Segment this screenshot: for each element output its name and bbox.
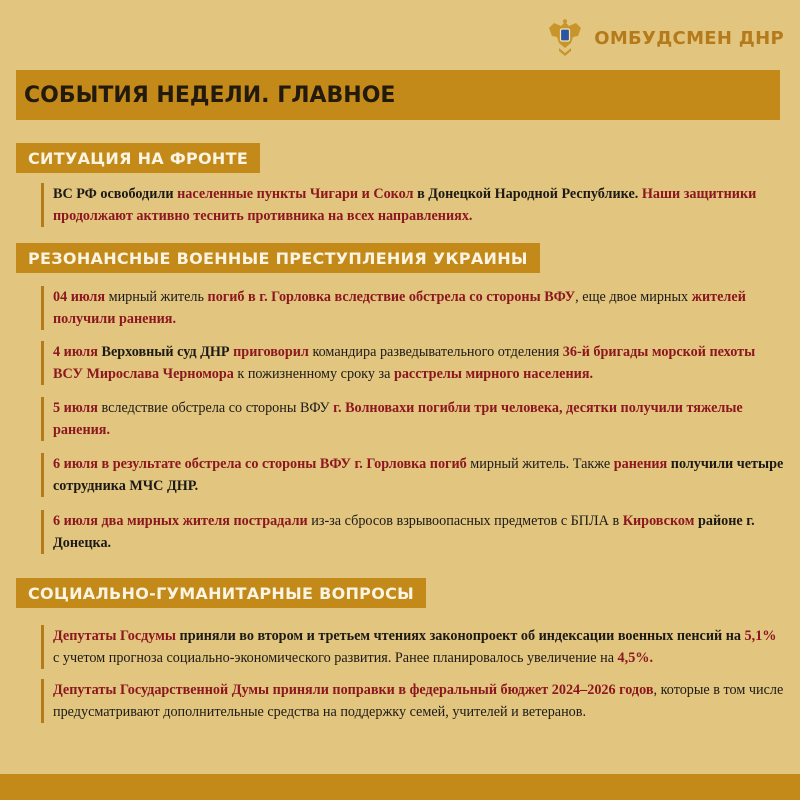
text-segment: Депутаты Госдумы xyxy=(53,628,176,644)
text-segment: населенные пункты Чигари и Сокол xyxy=(177,186,414,202)
footer-bar xyxy=(0,774,800,800)
brand-name: ОМБУДСМЕН ДНР xyxy=(594,27,784,49)
text-segment: ранения xyxy=(613,456,668,472)
text-segment: 5 июля xyxy=(53,400,98,416)
list-item xyxy=(41,453,786,497)
section-header-front: СИТУАЦИЯ НА ФРОНТЕ xyxy=(16,143,260,173)
text-segment: г. Волновахи погибли три человека, десятки получили тяжелые ранения. xyxy=(53,400,743,438)
text-segment: районе г. Донецка. xyxy=(53,513,755,551)
list-item xyxy=(41,625,786,669)
list-item xyxy=(41,397,786,441)
text-segment: 04 июля xyxy=(53,289,106,305)
text-segment: 4 июля xyxy=(53,344,98,360)
text-segment: 5,1% xyxy=(744,628,777,644)
page-title: СОБЫТИЯ НЕДЕЛИ. ГЛАВНОЕ xyxy=(16,70,780,120)
text-segment: к пожизненному сроку за xyxy=(233,366,394,382)
text-segment: Депутаты Государственной Думы приняли поправки в федеральный бюджет 2024–2026 годов xyxy=(53,682,654,698)
text-segment: , которые в том числе предусматривают дополнительные средства на поддержку семей, учителей и ветеранов. xyxy=(53,682,784,720)
text-segment: приняли во втором и третьем чтениях законопроект об индексации военных пенсий на xyxy=(175,628,745,644)
text-segment: из-за сбросов взрывоопасных предметов с БПЛА в xyxy=(307,513,623,529)
text-segment: расстрелы мирного населения. xyxy=(393,366,594,382)
text-segment: Кировском xyxy=(622,513,695,529)
text-segment: Наши защитники продолжают активно теснить противника на всех направлениях. xyxy=(53,186,757,224)
text-segment: погиб в г. Горловка вследствие обстрела со стороны ВФУ xyxy=(207,289,576,305)
text-segment: мирный житель xyxy=(105,289,208,305)
list-item xyxy=(41,341,786,385)
text-segment: 6 июля два мирных жителя пострадали xyxy=(53,513,308,529)
text-segment: командира разведывательного отделения xyxy=(308,344,563,360)
text-segment: получили четыре сотрудника МЧС ДНР. xyxy=(53,456,784,494)
list-item xyxy=(41,183,786,227)
text-segment: 4,5%. xyxy=(617,650,654,666)
list-item xyxy=(41,286,786,330)
section-header-war-crimes: РЕЗОНАНСНЫЕ ВОЕННЫЕ ПРЕСТУПЛЕНИЯ УКРАИНЫ xyxy=(16,243,540,273)
text-segment: с учетом прогноза социально-экономического развития. Ранее планировалось увеличение на xyxy=(53,650,618,666)
text-segment: 36-й бригады морской пехоты ВСУ Мирослава Черномора xyxy=(53,344,756,382)
text-segment: жителей получили ранения. xyxy=(53,289,746,327)
text-segment: приговорил xyxy=(233,344,309,360)
double-headed-eagle-icon xyxy=(546,18,584,58)
text-segment: ВС РФ освободили xyxy=(53,186,178,202)
text-segment: , еще двое мирных xyxy=(575,289,692,305)
section-header-social: СОЦИАЛЬНО-ГУМАНИТАРНЫЕ ВОПРОСЫ xyxy=(16,578,426,608)
list-item xyxy=(41,510,786,554)
text-segment: в Донецкой Народной Республике. xyxy=(413,186,642,202)
text-segment: вследствие обстрела со стороны ВФУ xyxy=(97,400,334,416)
text-segment: 6 июля в результате обстрела со стороны ВФУ г. Горловка погиб xyxy=(53,456,467,472)
brand xyxy=(546,18,784,58)
text-segment: мирный житель. Также xyxy=(466,456,614,472)
list-item xyxy=(41,679,786,723)
text-segment: Верховный суд ДНР xyxy=(97,344,234,360)
